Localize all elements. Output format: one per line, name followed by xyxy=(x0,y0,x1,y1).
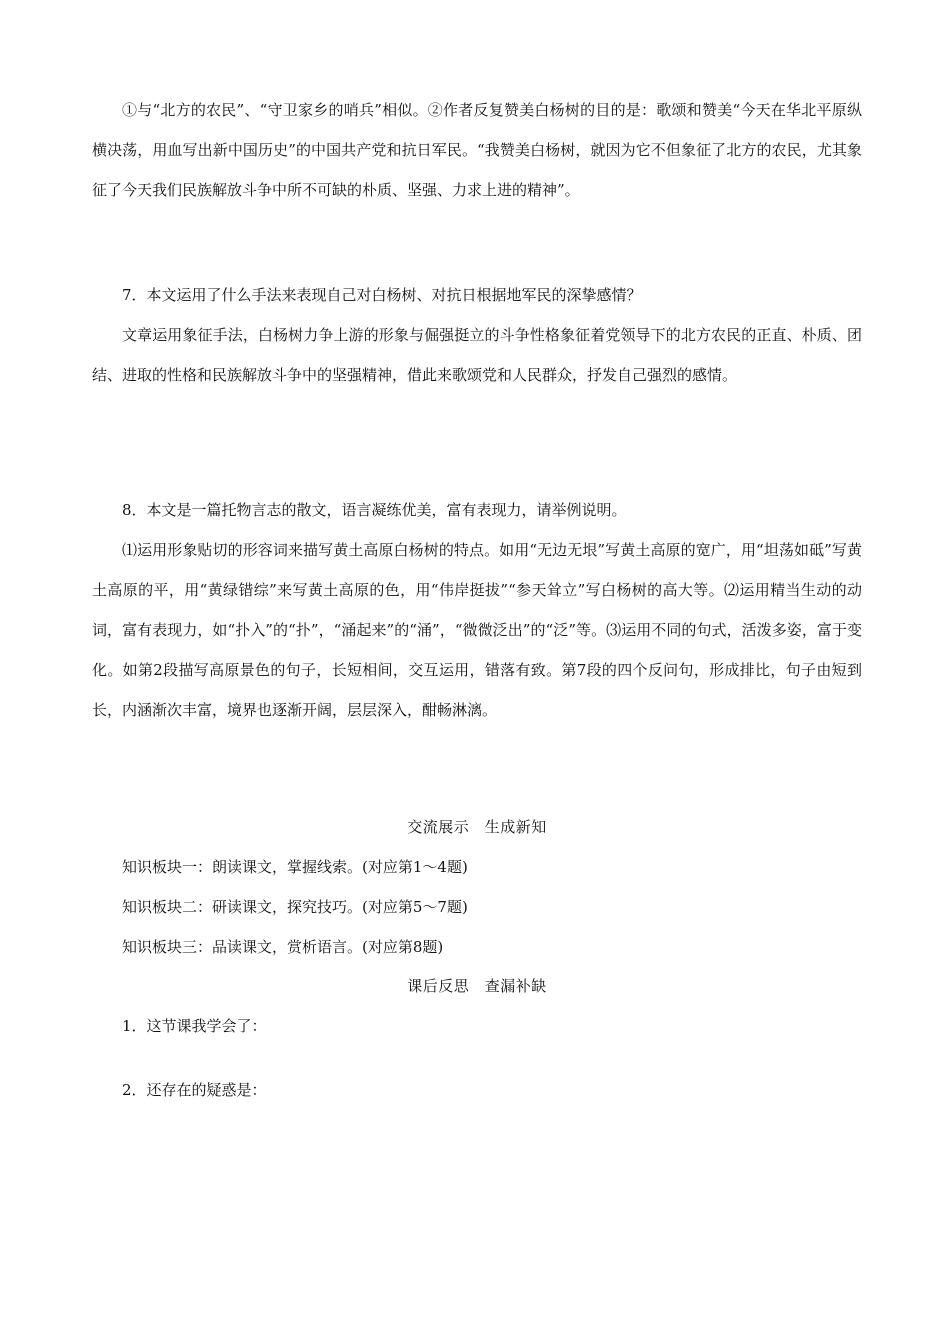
answer-block-8 xyxy=(92,530,862,730)
section-exchange-title: 交流展示 生成新知 xyxy=(407,818,547,836)
answer-paragraph-8: ⑴运用形象贴切的形容词来描写黄土高原白杨树的特点。如用“无边无垠”写黄土高原的宽广，用“坦荡如砥”写黄土高原的平，用“黄绿错综”来写黄土高原的色，用“伟岸挺拔”“参天耸立”写白杨树的高大等。⑵运用精当生动的动词，富有表现力，如“扑入”的“扑”，“涌起来”的“涌”，“微微泛出”的“泛”等。⑶运用不同的句式，活泼多姿，富于变化。如第2段描写高原景色的句子，长短相间，交互运用，错落有致。第7段的四个反问句，形成排比，句子由短到长，内涵渐次丰富，境界也逐渐开阔，层层深入，酣畅淋漓。 xyxy=(92,541,862,719)
reflect-item-2: 2．还存在的疑惑是： xyxy=(122,1081,267,1099)
reflect-item-doubts xyxy=(92,1070,862,1110)
document-page xyxy=(92,0,862,1344)
reflect-item-1: 1．这节课我学会了： xyxy=(122,1017,267,1035)
answer-block-6 xyxy=(92,90,862,210)
knowledge-item-1: 知识板块一：朗读课文，掌握线索。(对应第1～4题) xyxy=(122,858,468,876)
question-7-text: 7．本文运用了什么手法来表现自己对白杨树、对抗日根据地军民的深挚感情？ xyxy=(122,286,642,304)
knowledge-item-3: 知识板块三：品读课文，赏析语言。(对应第8题) xyxy=(122,938,444,956)
answer-paragraph-7: 文章运用象征手法，白杨树力争上游的形象与倔强挺立的斗争性格象征着党领导下的北方农民的正直、朴质、团结、进取的性格和民族解放斗争中的坚强精神，借此来歌颂党和人民群众，抒发自己强烈的感情。 xyxy=(92,326,862,384)
answer-block-7 xyxy=(92,315,862,395)
question-8 xyxy=(92,490,862,530)
question-7 xyxy=(92,275,862,315)
answer-paragraph-6: ①与“北方的农民”、“守卫家乡的哨兵”相似。②作者反复赞美白杨树的目的是：歌颂和赞美“今天在华北平原纵横决荡，用血写出新中国历史”的中国共产党和抗日军民。“我赞美白杨树，就因为它不但象征了北方的农民，尤其象征了今天我们民族解放斗争中所不可缺的朴质、坚强、力求上进的精神”。 xyxy=(92,101,862,199)
section-reflect xyxy=(92,966,862,1006)
section-exchange xyxy=(92,807,862,967)
reflect-item-learned xyxy=(92,1006,862,1046)
knowledge-item-2: 知识板块二：研读课文，探究技巧。(对应第5～7题) xyxy=(122,898,468,916)
question-8-text: 8．本文是一篇托物言志的散文，语言凝练优美，富有表现力，请举例说明。 xyxy=(122,501,627,519)
section-reflect-title: 课后反思 查漏补缺 xyxy=(407,977,547,995)
